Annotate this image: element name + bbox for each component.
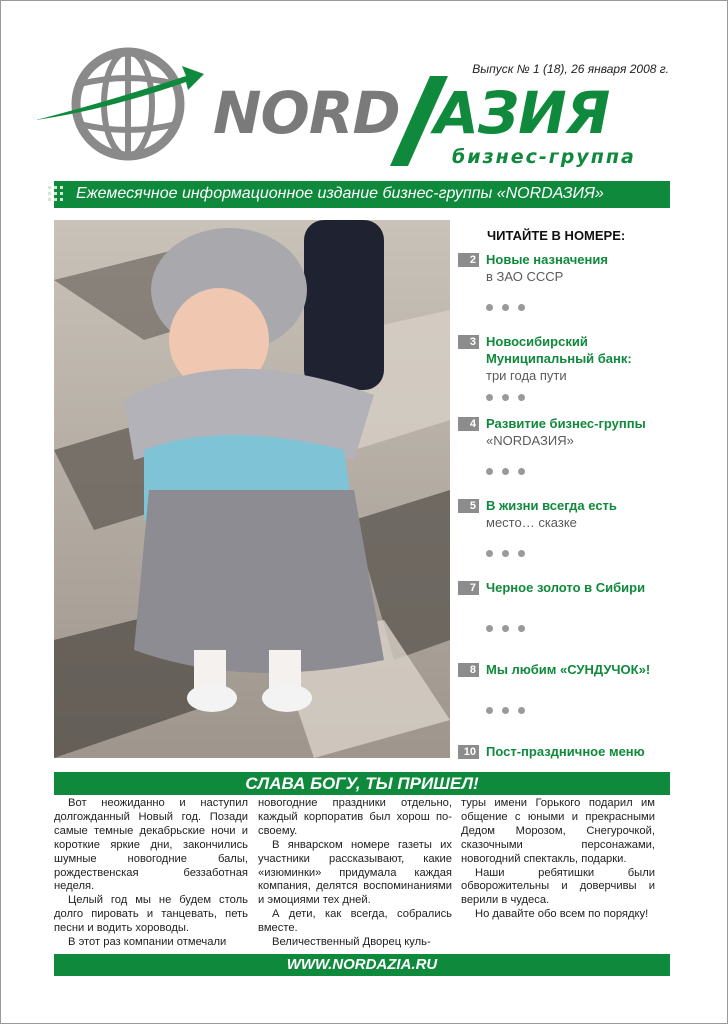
issue-info: Выпуск № 1 (18), 26 января 2008 г. xyxy=(472,62,669,76)
headline-bar xyxy=(54,772,670,795)
tagline-bar xyxy=(54,181,670,208)
page-number-badge: 2 xyxy=(458,253,479,267)
contents-item-subtitle: «NORDАЗИЯ» xyxy=(486,433,574,448)
paragraph: Величественный Дворец куль- xyxy=(272,936,431,949)
paragraph: А дети, как всегда, собрались вместе. xyxy=(258,908,452,935)
page-number-badge: 7 xyxy=(458,581,479,595)
logo-nord-text: NORD xyxy=(213,79,400,147)
paragraph: В этот раз компании отмечали xyxy=(68,936,227,949)
separator-dots-icon xyxy=(486,550,530,558)
contents-item-title: Мы любим «СУНДУЧОК»! xyxy=(486,662,651,677)
separator-dots-icon xyxy=(486,394,530,402)
contents-item-title-line2: Муниципальный банк: xyxy=(486,351,632,366)
contents-item-subtitle: в ЗАО СССР xyxy=(486,269,564,284)
page-number-badge: 8 xyxy=(458,663,479,677)
contents-item-title: Новые назначения xyxy=(486,252,608,267)
dots-decoration-icon xyxy=(48,184,70,204)
separator-dots-icon xyxy=(486,304,530,312)
paragraph: В январском номере газеты их участники рассказывают, какие «изюминки» придумала каждая компания, делятся воспоминаниями и эмоциями тех дней. xyxy=(258,838,452,907)
page-number-badge: 4 xyxy=(458,417,479,431)
contents-item-title: В жизни всегда есть xyxy=(486,498,617,513)
logo-azia-text: АЗИЯ xyxy=(434,79,610,147)
paragraph: Но давайте обо всем по порядку! xyxy=(475,908,649,921)
contents-item-title: Пост-праздничное меню xyxy=(486,744,645,759)
contents-item-subtitle: три года пути xyxy=(486,368,567,383)
paragraph: туры имени Горького подарил им общение с юными и прекрасными Дедом Морозом, Снегурочкой, сказочными персонажами, новогодний спектакль, подарки. xyxy=(461,797,655,865)
article-column-1 xyxy=(54,797,248,950)
separator-dots-icon xyxy=(486,625,530,633)
contents-title: ЧИТАЙТЕ В НОМЕРЕ: xyxy=(487,228,626,243)
footer-bar xyxy=(54,954,670,976)
paragraph: новогодние праздники отдельно, каждый корпоратив был хорош по-своему. xyxy=(258,797,452,837)
contents-item-title: Развитие бизнес-группы xyxy=(486,416,646,431)
page-number-badge: 5 xyxy=(458,499,479,513)
logo-subtitle: бизнес-группа xyxy=(452,146,636,168)
article-column-2 xyxy=(258,797,452,950)
page-number-badge: 10 xyxy=(458,745,479,759)
website-link[interactable]: WWW.NORDAZIA.RU xyxy=(286,956,438,973)
globe-logo-icon xyxy=(36,36,206,176)
paragraph: Целый год мы не будем столь долго пировать и танцевать, петь песни и водить хороводы. xyxy=(54,894,248,935)
paragraph: Наши ребятишки были обворожительны и доверчивы и верили в чудеса. xyxy=(461,866,655,907)
cover-photo xyxy=(54,220,450,758)
contents-item-title: Черное золото в Сибири xyxy=(486,580,646,595)
separator-dots-icon xyxy=(486,707,530,715)
article-column-3 xyxy=(461,797,655,922)
paragraph: Вот неожиданно и наступил долгожданный Новый год. Позади самые темные декабрьские ночи и короткие яркие дни, закончились шумные новогодние балы, рождественская беззаботная неделя. xyxy=(54,797,248,893)
tagline-text: Ежемесячное информационное издание бизнес-группы «NORDАЗИЯ» xyxy=(76,185,604,202)
contents-item-title: Новосибирский xyxy=(486,334,588,349)
page-number-badge: 3 xyxy=(458,335,479,349)
separator-dots-icon xyxy=(486,468,530,476)
article-headline: СЛАВА БОГУ, ТЫ ПРИШЕЛ! xyxy=(245,774,479,793)
contents-item-subtitle: место… сказке xyxy=(486,515,577,530)
